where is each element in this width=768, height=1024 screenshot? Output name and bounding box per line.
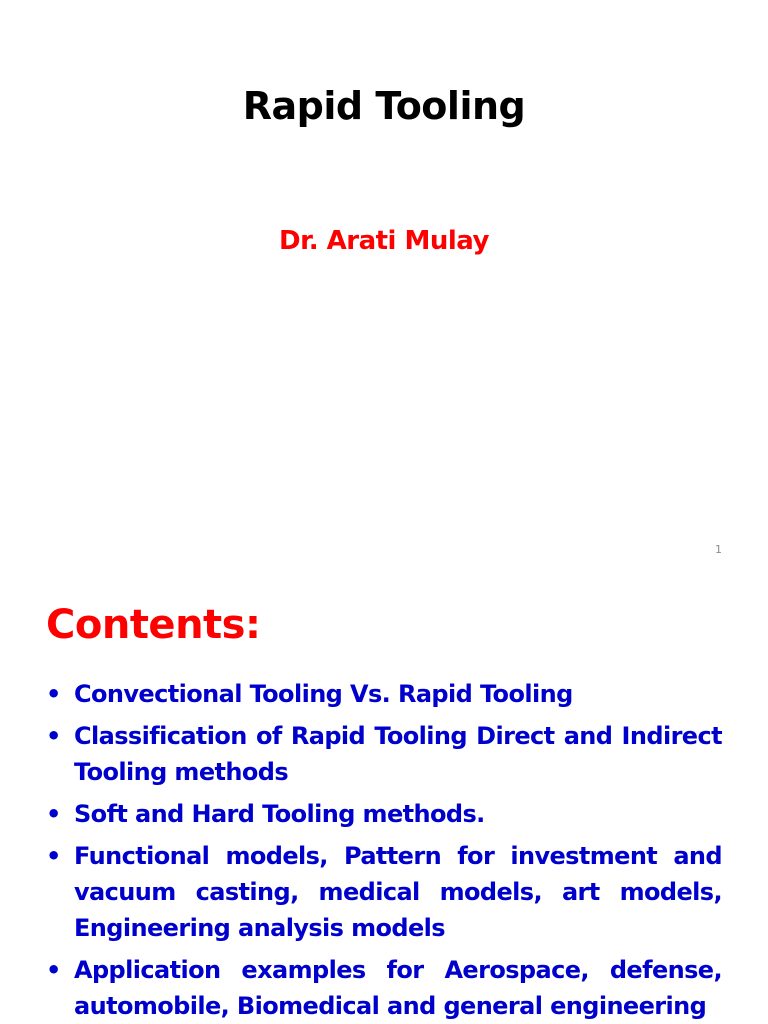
bullet-icon: • bbox=[46, 680, 61, 708]
contents-heading: Contents: bbox=[46, 602, 261, 648]
slide-title: Rapid Tooling bbox=[242, 84, 526, 128]
list-item bbox=[46, 796, 722, 832]
list-item bbox=[46, 676, 722, 712]
list-item bbox=[46, 838, 722, 946]
list-item-text: Convectional Tooling Vs. Rapid Tooling bbox=[74, 680, 573, 708]
list-item-text: Soft and Hard Tooling methods. bbox=[74, 800, 485, 828]
list-item-text: Functional models, Pattern for investment and vacuum casting, medical models, art models, Engineering analysis models bbox=[74, 842, 722, 942]
contents-list bbox=[46, 676, 722, 1024]
list-item bbox=[46, 952, 722, 1024]
list-item bbox=[46, 718, 722, 790]
list-item-text: Classification of Rapid Tooling Direct and Indirect Tooling methods bbox=[74, 722, 722, 786]
bullet-icon: • bbox=[46, 722, 61, 750]
contents-slide bbox=[0, 576, 768, 1024]
slide-number: 1 bbox=[715, 543, 722, 556]
bullet-icon: • bbox=[46, 842, 61, 870]
list-item-text: Application examples for Aerospace, defense, automobile, Biomedical and general engineering bbox=[74, 956, 722, 1020]
bullet-icon: • bbox=[46, 956, 61, 984]
author-name: Dr. Arati Mulay bbox=[279, 226, 489, 256]
bullet-icon: • bbox=[46, 800, 61, 828]
